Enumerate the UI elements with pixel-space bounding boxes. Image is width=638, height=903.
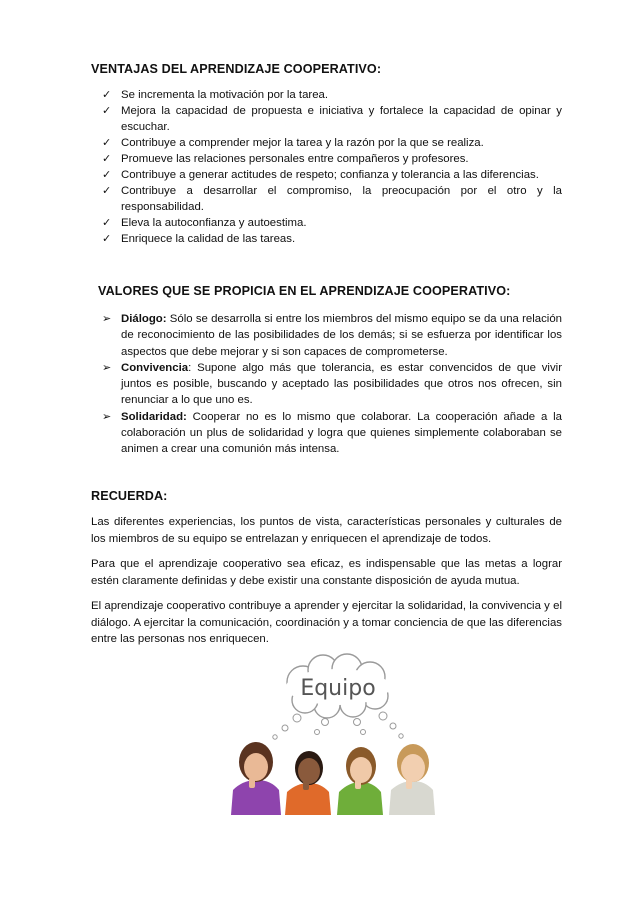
checkmark-icon: ✓ (102, 217, 112, 229)
checkmark-icon: ✓ (102, 233, 112, 245)
list-item: ✓ Enriquece la calidad de las tareas. (102, 233, 296, 245)
team-illustration (225, 652, 443, 815)
list-item: ✓ Eleva la autoconfianza y autoestima. (102, 217, 307, 229)
section-title-valores: VALORES QUE SE PROPICIA EN EL APRENDIZAJE COOPERATIVO: (98, 284, 511, 298)
checkmark-icon: ✓ (102, 137, 112, 149)
list-item: ➢ Solidaridad: Cooperar no es lo mismo que colaborar. La cooperación añade a la colaboración un plus de solidaridad y logra que quienes simplemente colaboraban se animen a crear una comunión más intensa. (102, 410, 562, 456)
valores-list (100, 311, 562, 458)
bubble-label: Equipo (300, 676, 376, 701)
list-item: ➢ Diálogo: Sólo se desarrolla si entre los miembros del mismo equipo se da una relación de reconocimiento de las posibilidades de los demás; si se esfuerza por identificar los aspectos que debe mejorar y si son capaces de comprometerse. (102, 313, 562, 358)
child-figure (285, 751, 331, 815)
paragraph: Para que el aprendizaje cooperativo sea eficaz, es indispensable que las metas a lograr estén claramente definidas y debe existir una constante disposición de ayuda mutua. (91, 558, 562, 587)
arrow-bullet-icon: ➢ (102, 361, 112, 374)
arrow-bullet-icon: ➢ (102, 313, 112, 325)
thought-cloud (273, 654, 403, 739)
section-title-ventajas: VENTAJAS DEL APRENDIZAJE COOPERATIVO: (91, 62, 382, 76)
paragraph: Las diferentes experiencias, los puntos de vista, características personales y culturales de los miembros de su equipo se entrelazan y enriquecen el aprendizaje de todos. (91, 516, 562, 545)
list-item: ➢ Convivencia: Supone algo más que tolerancia, es estar convencidos de que vivir juntos es posible, buscando y aceptado las posibilidades que otros nos ofrecen, sin renunciar a lo que uno es. (102, 361, 562, 407)
list-item: ✓ Contribuye a generar actitudes de respeto; confianza y tolerancia a las diferencias. (102, 169, 539, 181)
list-item: ✓ Promueve las relaciones personales entre compañeros y profesores. (102, 153, 469, 165)
list-item: ✓ Contribuye a comprender mejor la tarea y la razón por la que se realiza. (102, 137, 484, 149)
child-figure (231, 742, 281, 815)
checkmark-icon: ✓ (102, 89, 112, 101)
child-figure (389, 744, 435, 815)
paragraph: El aprendizaje cooperativo contribuye a aprender y ejercitar la solidaridad, la convivencia y el diálogo. A ejercitar la comunicación, coordinación y a tomar conciencia de que las diferencias entre las personas nos enriquecen. (91, 600, 562, 645)
arrow-bullet-icon: ➢ (102, 410, 112, 423)
checkmark-icon: ✓ (102, 153, 112, 165)
list-item: ✓ Se incrementa la motivación por la tarea. (102, 89, 329, 101)
ventajas-list (100, 87, 562, 247)
checkmark-icon: ✓ (102, 169, 112, 181)
list-item: ✓ Contribuye a desarrollar el compromiso, la preocupación por el otro y la responsabilidad. (102, 185, 562, 213)
checkmark-icon: ✓ (102, 105, 112, 117)
list-item: ✓ Mejora la capacidad de propuesta e iniciativa y fortalece la capacidad de opinar y escuchar. (102, 105, 562, 133)
child-figure (337, 747, 383, 815)
checkmark-icon: ✓ (102, 185, 112, 197)
section-title-recuerda: RECUERDA: (91, 489, 168, 503)
